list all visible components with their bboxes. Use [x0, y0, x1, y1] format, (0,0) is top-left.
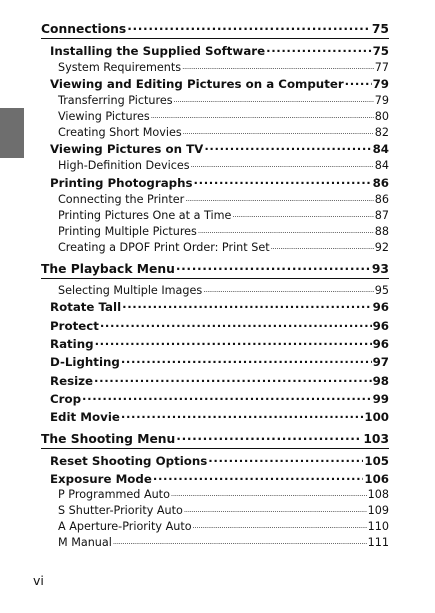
toc-page: 75 [372, 43, 389, 58]
toc-page: 95 [374, 284, 389, 298]
toc-entry[interactable] [58, 283, 389, 297]
toc-page: 87 [374, 209, 389, 223]
toc-title: Connecting the Printer [58, 193, 185, 207]
toc-page: 103 [363, 432, 389, 447]
section-rule [41, 448, 389, 449]
toc-title: The Playback Menu [41, 262, 175, 277]
toc-title: Installing the Supplied Software [50, 43, 266, 58]
toc-title: Printing Multiple Pictures [58, 225, 197, 239]
toc-entry[interactable] [41, 261, 389, 276]
toc-page: 100 [364, 409, 389, 424]
toc-title: Viewing and Editing Pictures on a Computer [50, 76, 344, 91]
toc-page: 92 [374, 241, 389, 255]
toc-page: 86 [372, 175, 389, 190]
toc-entry[interactable] [50, 453, 389, 468]
page-folio: vi [33, 573, 44, 588]
toc-entry[interactable] [50, 299, 389, 314]
toc-page: 79 [372, 76, 389, 91]
toc-title: Protect [50, 318, 99, 333]
toc-title: Crop [50, 391, 82, 406]
toc-title: P Programmed Auto [58, 488, 170, 502]
toc-page: 82 [374, 126, 389, 140]
toc-page: 86 [374, 193, 389, 207]
toc-title: A Aperture-Priority Auto [58, 520, 192, 534]
toc-title: M Manual [58, 536, 112, 550]
toc-entry[interactable] [41, 21, 389, 36]
toc-title: S Shutter-Priority Auto [58, 504, 183, 518]
toc-title: Edit Movie [50, 409, 120, 424]
toc-entry[interactable] [50, 373, 389, 388]
toc-page: 96 [372, 336, 389, 351]
toc-page: 98 [372, 373, 389, 388]
toc-page: 96 [372, 318, 389, 333]
toc-entry[interactable] [50, 43, 389, 58]
toc-page: 109 [367, 504, 389, 518]
toc-page: 88 [374, 225, 389, 239]
toc-entry[interactable] [58, 125, 389, 139]
toc-entry[interactable] [58, 109, 389, 123]
toc-title: Transferring Pictures [58, 94, 173, 108]
toc-entry[interactable] [50, 175, 389, 190]
toc-title: Exposure Mode [50, 471, 152, 486]
toc-page: 75 [371, 22, 389, 37]
toc-entry[interactable] [58, 503, 389, 517]
toc-title: D-Lighting [50, 354, 120, 369]
toc-title: System Requirements [58, 61, 182, 75]
toc-title: Viewing Pictures on TV [50, 141, 204, 156]
toc-entry[interactable] [50, 354, 389, 369]
toc-entry[interactable] [58, 487, 389, 501]
toc-title: Viewing Pictures [58, 110, 150, 124]
toc-entry[interactable] [50, 471, 389, 486]
section-tab-marker [0, 108, 24, 158]
toc-page: 97 [372, 354, 389, 369]
toc-entry[interactable] [50, 409, 389, 424]
toc-page: 77 [374, 61, 389, 75]
toc-title: Rotate Tall [50, 299, 122, 314]
toc-title: Creating Short Movies [58, 126, 182, 140]
toc-title: The Shooting Menu [41, 432, 176, 447]
toc-page: 84 [372, 141, 389, 156]
toc-page: 93 [371, 262, 389, 277]
toc-entry[interactable] [58, 208, 389, 222]
toc-entry[interactable] [58, 93, 389, 107]
toc-entry[interactable] [50, 318, 389, 333]
toc-title: Reset Shooting Options [50, 453, 208, 468]
section-rule [41, 38, 389, 39]
toc-entry[interactable] [41, 431, 389, 446]
toc-entry[interactable] [58, 60, 389, 74]
toc-title: High-Definition Devices [58, 159, 190, 173]
toc-entry[interactable] [50, 76, 389, 91]
toc-title: Connections [41, 22, 127, 37]
toc-entry[interactable] [50, 391, 389, 406]
toc-page: 108 [367, 488, 389, 502]
toc-page: 84 [374, 159, 389, 173]
toc-entry[interactable] [58, 158, 389, 172]
toc-page: 105 [364, 453, 389, 468]
toc-title: Resize [50, 373, 94, 388]
toc-page: 110 [367, 520, 389, 534]
toc-title: Selecting Multiple Images [58, 284, 203, 298]
toc-entry[interactable] [58, 519, 389, 533]
toc-entry[interactable] [58, 240, 389, 254]
toc-title: Printing Pictures One at a Time [58, 209, 232, 223]
toc-page: 80 [374, 110, 389, 124]
toc-title: Rating [50, 336, 94, 351]
section-rule [41, 278, 389, 279]
toc-page: 111 [367, 536, 389, 550]
toc-entry[interactable] [58, 192, 389, 206]
toc-title: Creating a DPOF Print Order: Print Set [58, 241, 270, 255]
toc-page: 106 [364, 471, 389, 486]
toc-page: 79 [374, 94, 389, 108]
toc-entry[interactable] [50, 141, 389, 156]
toc-page: 96 [372, 299, 389, 314]
toc-page: 99 [372, 391, 389, 406]
toc-entry[interactable] [50, 336, 389, 351]
toc-entry[interactable] [58, 535, 389, 549]
toc-title: Printing Photographs [50, 175, 193, 190]
toc-entry[interactable] [58, 224, 389, 238]
